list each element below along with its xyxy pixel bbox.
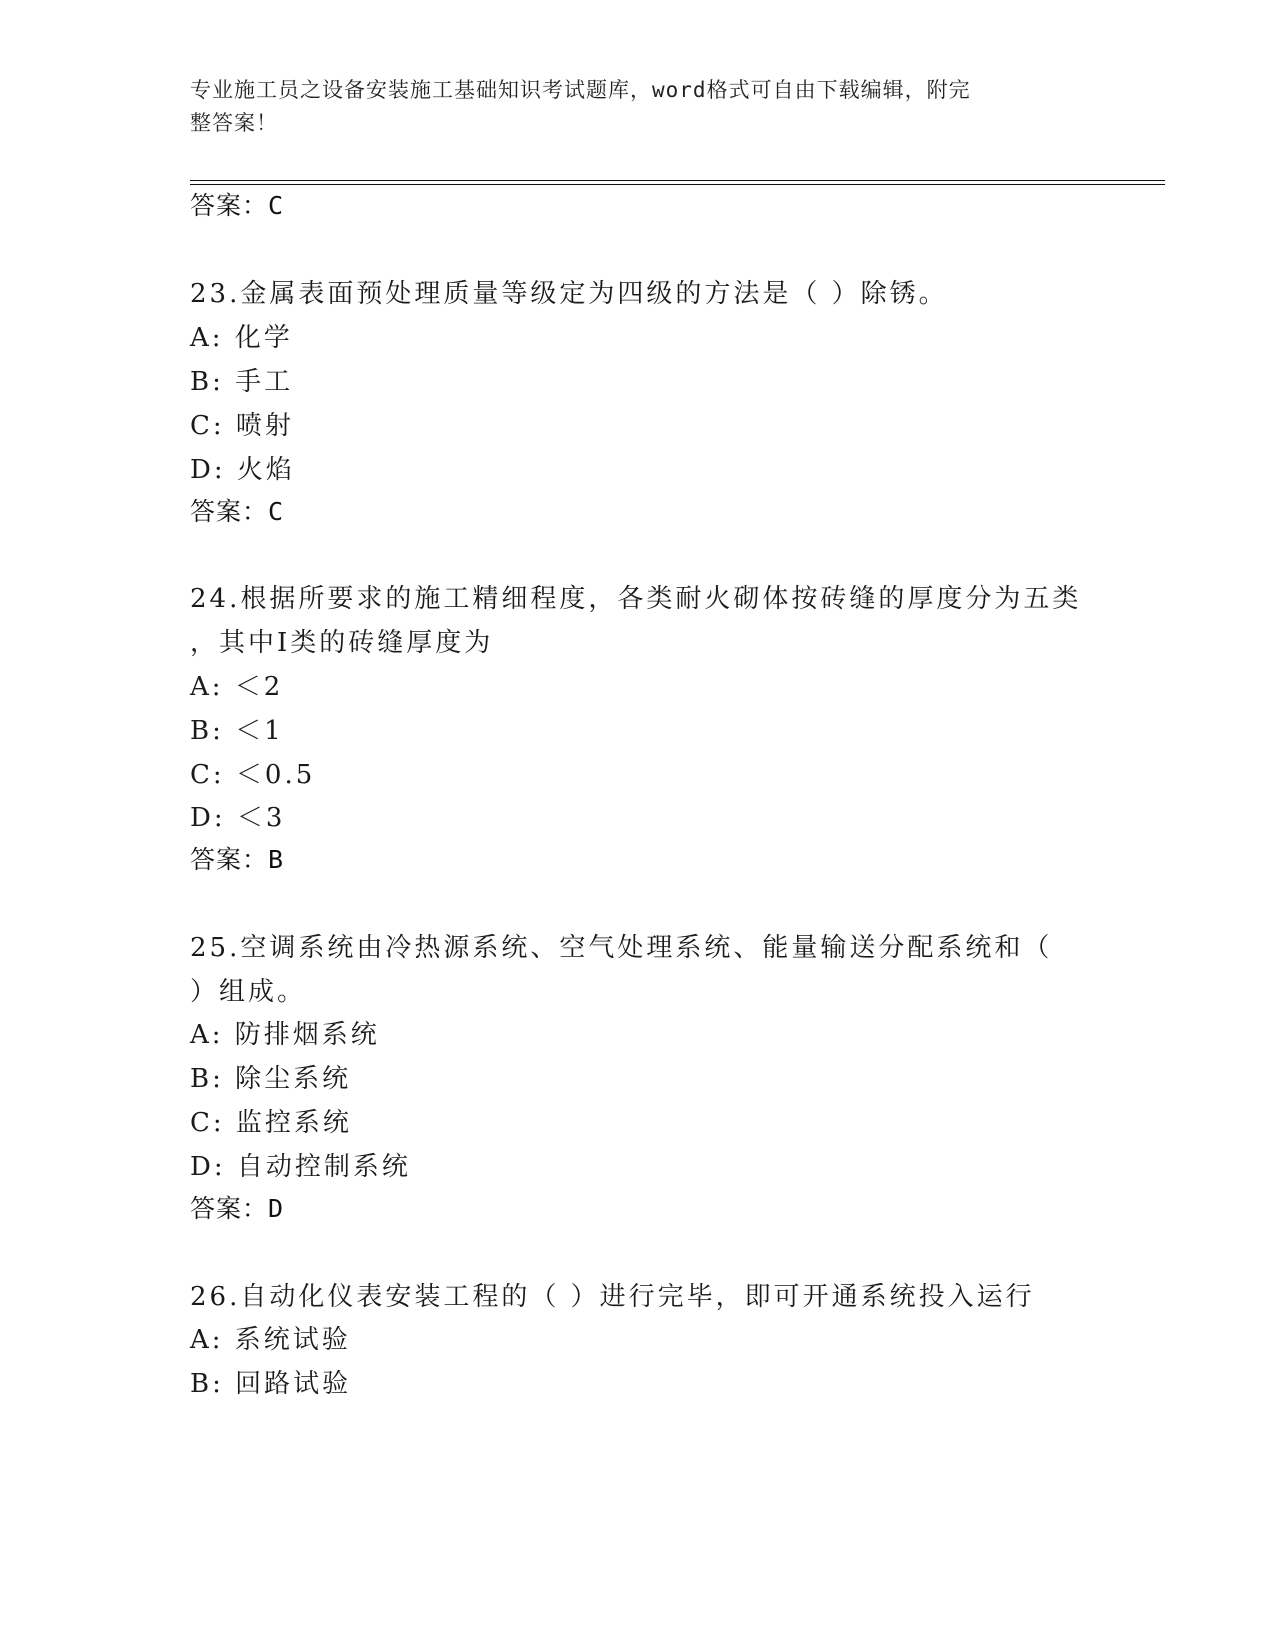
option-d: D: ＜3 [190,803,286,833]
page-header [190,74,1090,140]
option-d: D: 火焰 [190,455,295,485]
option-a: A: 化学 [190,323,293,353]
question-stem: 23.金属表面预处理质量等级定为四级的方法是（ ）除锈。 [190,279,948,309]
question-stem: 24.根据所要求的施工精细程度，各类耐火砌体按砖缝的厚度分为五类 [190,584,1082,614]
header-divider-double [190,184,1165,185]
answer-line: 答案：B [190,845,285,874]
option-c: C: 监控系统 [190,1108,352,1138]
question-stem: 26.自动化仪表安装工程的（ ）进行完毕，即可开通系统投入运行 [190,1282,1035,1312]
header-line-1: 专业施工员之设备安装施工基础知识考试题库，word格式可自由下载编辑，附完 [190,78,971,102]
option-a: A: 防排烟系统 [190,1020,380,1050]
question-stem-continued: ）组成。 [190,977,307,1007]
option-b: B: 手工 [190,367,294,397]
answer-line: 答案：C [190,191,285,220]
question-stem: 25.空调系统由冷热源系统、空气处理系统、能量输送分配系统和（ [190,933,1053,963]
answer-line: 答案：D [190,1194,285,1223]
option-c: C: ＜0.5 [190,760,316,790]
question-stem-continued: ，其中Ⅰ类的砖缝厚度为 [190,628,494,658]
option-c: C: 喷射 [190,411,294,441]
answer-line: 答案：C [190,497,285,526]
header-divider [190,180,1165,181]
option-b: B: 回路试验 [190,1369,352,1399]
option-b: B: 除尘系统 [190,1064,352,1094]
option-b: B: ＜1 [190,716,284,746]
option-a: A: ＜2 [190,672,284,702]
header-line-2: 整答案！ [190,111,278,135]
option-d: D: 自动控制系统 [190,1152,411,1182]
option-a: A: 系统试验 [190,1325,351,1355]
